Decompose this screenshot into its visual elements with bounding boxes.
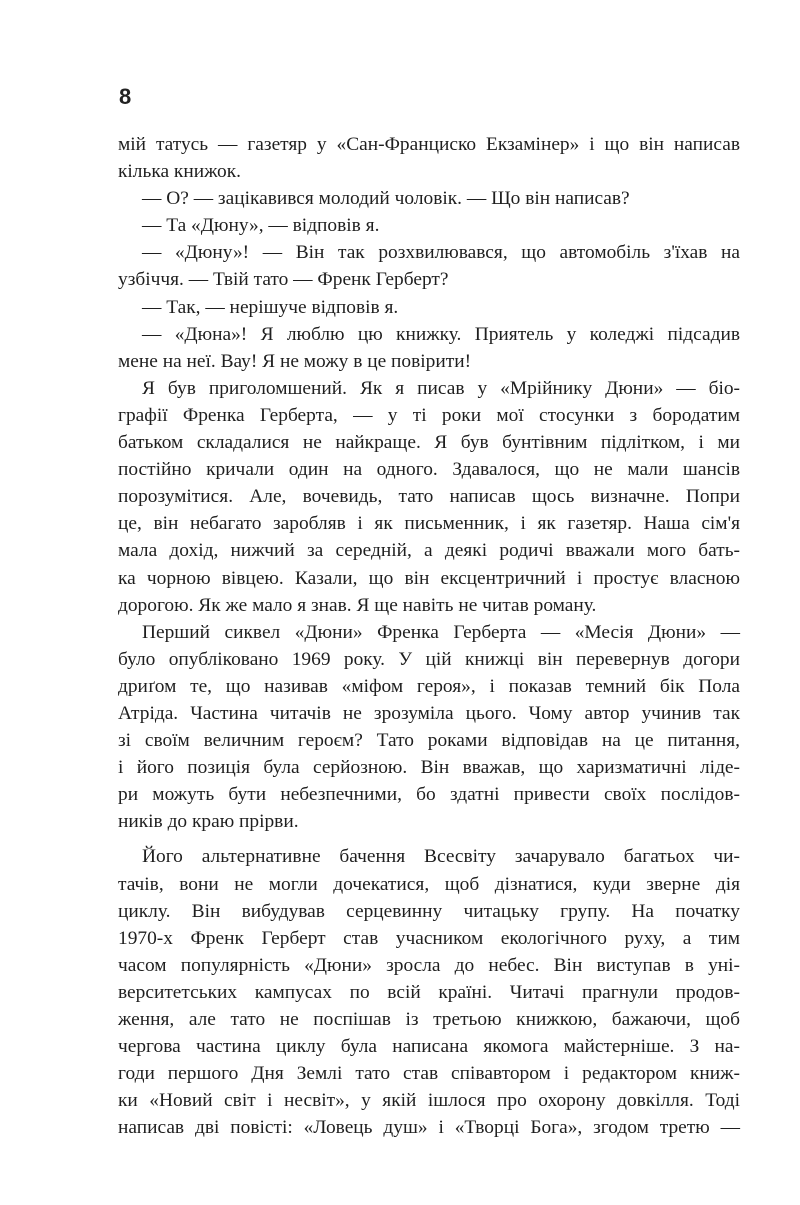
text-line: ка чорною вівцею. Казали, що він ексцентричний і простує власною	[118, 567, 740, 589]
text-line: ження, але тато не поспішав із третьою книжкою, бажаючи, щоб	[118, 1009, 740, 1030]
text-line: Я був приголомшений. Як я писав у «Мрійнику Дюни» — біо-	[142, 377, 740, 399]
text-line: тачів, вони не могли дочекатися, щоб дізнатися, куди зверне дія	[118, 873, 740, 895]
text-line: було опубліковано 1969 року. У цій книжці він перевернув догори	[118, 648, 740, 670]
text-line: ки «Новий світ і несвіт», у якій ішлося про охорону довкілля. Тоді	[118, 1090, 740, 1112]
text-line: — Так, — нерішуче відповів я.	[142, 296, 399, 318]
text-line: годи першого Дня Землі тато став співавтором і редактором книж-	[118, 1063, 740, 1085]
text-line: мене на неї. Вау! Я не можу в це повірити!	[118, 350, 472, 372]
paragraph-gap	[118, 835, 740, 843]
text-line: кілька книжок.	[118, 161, 241, 183]
text-line: Атріда. Частина читачів не зрозуміла цього. Чому автор учинив так	[118, 702, 740, 724]
text-line: ників до краю прірви.	[118, 811, 299, 833]
text-line: — «Дюна»! Я люблю цю книжку. Приятель у коледжі підсадив	[142, 323, 740, 345]
text-line: чергова частина циклу була написана якомога майстерніше. З на-	[118, 1036, 740, 1058]
text-line: Його альтернативне бачення Всесвіту зачарувало багатьох чи-	[142, 846, 740, 868]
text-line: дриґом те, що називав «міфом героя», і показав темний бік Пола	[118, 675, 740, 697]
text-line: порозумітися. Але, вочевидь, тато написав щось визначне. Попри	[118, 486, 740, 508]
text-line: постійно кричали один на одного. Здавалося, що не мали шансів	[118, 459, 740, 481]
text-line: циклу. Він вибудував серцевинну читацьку групу. На початку	[118, 900, 740, 922]
page-number: 8	[119, 84, 132, 109]
text-line: батьком складалися не найкраще. Я був бунтівним підлітком, і ми	[118, 432, 740, 454]
text-line: графії Френка Герберта, — у ті роки мої стосунки з бородатим	[118, 404, 740, 426]
text-line: — «Дюну»! — Він так розхвилювався, що автомобіль з'їхав на	[142, 242, 740, 264]
text-line: узбіччя. — Твій тато — Френк Герберт?	[118, 269, 449, 291]
text-line: Перший сиквел «Дюни» Френка Герберта — «Месія Дюни» —	[142, 621, 740, 643]
body-text	[118, 131, 740, 1141]
text-line: і його позиція була серйозною. Він вважав, що харизматичні ліде-	[118, 757, 740, 779]
text-line: це, він небагато заробляв і як письменник, і як газетяр. Наша сім'я	[118, 513, 740, 535]
text-line: дорогою. Як же мало я знав. Я ще навіть не читав роману.	[118, 594, 597, 616]
text-line: верситетських кампусах по всій країні. Читачі прагнули продов-	[118, 981, 740, 1003]
text-line: ри можуть бути небезпечними, бо здатні привести своїх послідов-	[118, 784, 740, 806]
text-line: мій татусь — газетяр у «Сан-Франциско Екзамінер» і що він написав	[118, 134, 740, 155]
text-line: — О? — зацікавився молодий чоловік. — Що він написав?	[142, 188, 630, 210]
text-line: зі своїм величним героєм? Тато роками відповідав на це питання,	[118, 730, 740, 752]
text-line: часом популярність «Дюни» зросла до небес. Він виступав в уні-	[118, 954, 740, 976]
text-line: 1970-х Френк Герберт став учасником екологічного руху, а тим	[118, 927, 740, 949]
text-line: мала дохід, нижчий за середній, а деякі родичі вважали мого бать-	[118, 540, 740, 562]
text-line: написав дві повісті: «Ловець душ» і «Творці Бога», згодом третю —	[118, 1117, 740, 1139]
text-line: — Та «Дюну», — відповів я.	[142, 215, 380, 237]
